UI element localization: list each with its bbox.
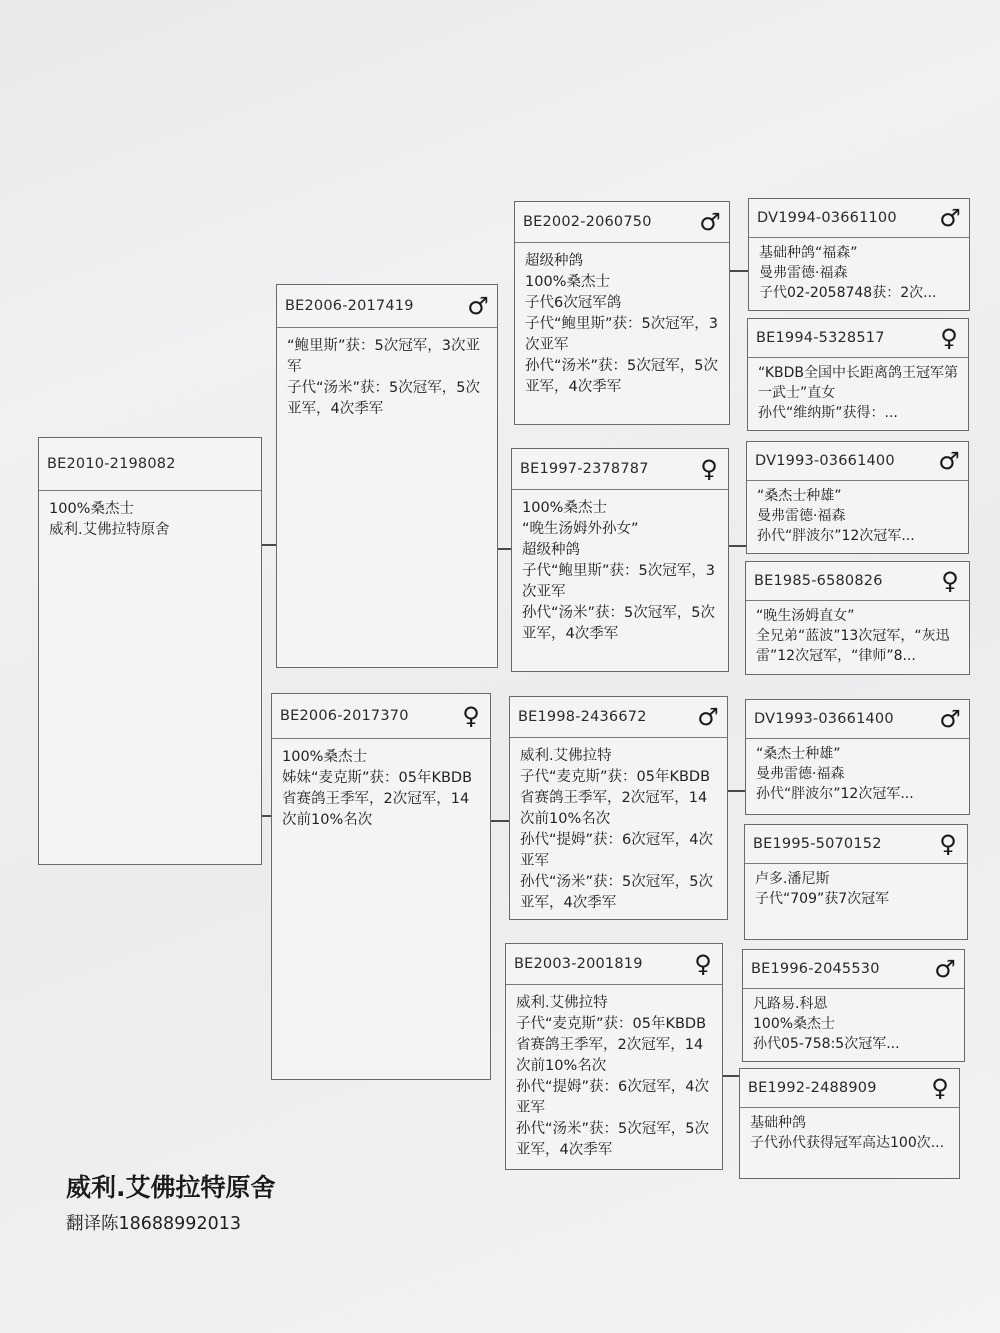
ancestor-card [747,318,969,431]
card-notes [747,481,968,546]
ring-number: BE1995-5070152 [753,836,882,852]
female-icon: ♀ [939,830,957,858]
note-line: 子代“709”获7次冠军 [755,891,890,907]
note-line: “晚生汤姆外孙女” [522,521,639,537]
note-line: 威利.艾佛拉特 [516,995,608,1011]
card-header [510,697,727,738]
ring-number: BE2010-2198082 [47,456,176,472]
translator-contact: 翻译陈18688992013 [66,1214,241,1234]
note-line: 基础种鸽“福森” [759,245,858,261]
female-icon: ♀ [931,1074,949,1102]
card-header [748,319,968,358]
note-line: 凡路易.科恩 [753,996,828,1012]
card-notes [749,238,969,303]
dam-header [272,694,490,739]
ring-number: BE2003-2001819 [514,956,643,972]
card-header [747,442,968,481]
card-notes [746,739,969,804]
ancestor-card [744,824,968,940]
female-icon: ♀ [700,455,718,483]
card-header [740,1069,959,1108]
note-line: 曼弗雷德·福森 [759,265,848,281]
note-line: 100%桑杰士 [282,749,367,765]
subject-header [39,438,261,491]
note-line: 姊妹“麦克斯”获：05年KBDB省赛鸽王季军，2次冠军，14次前10%名次 [282,770,473,828]
card-notes [515,243,729,398]
card-notes [746,601,969,666]
note-line: 子代“麦克斯”获：05年KBDB省赛鸽王季军，2次冠军，14次前10%名次 [520,769,711,827]
note-line: 子代“麦克斯”获：05年KBDB省赛鸽王季军，2次冠军，14次前10%名次 [516,1016,707,1074]
note-line: 基础种鸽 [750,1115,806,1131]
loft-title: 威利.艾佛拉特原舍 [66,1173,276,1202]
card-notes [506,985,722,1161]
card-notes [743,989,964,1054]
connector-gen2-a [728,270,748,272]
note-line: 孙代“胖波尔”12次冠军... [756,786,914,802]
note-line: 超级种鸽 [522,542,580,558]
note-line: “晚生汤姆直女” [756,608,855,624]
ring-number: BE1997-2378787 [520,461,649,477]
card-notes [740,1108,959,1153]
ring-number: BE2006-2017419 [285,298,414,314]
note-line: 100%桑杰士 [753,1016,836,1032]
male-icon: ♂ [939,705,961,733]
note-line: 子代6次冠军鸽 [525,295,622,311]
note-line: 子代“汤米”获：5次冠军，5次亚军，4次季军 [287,380,480,417]
connector-dam [490,820,510,822]
female-icon: ♀ [941,567,959,595]
note-line: “桑杰士种雄” [756,746,841,762]
card-header [512,449,728,490]
ring-number: BE1996-2045530 [751,961,880,977]
ancestor-card [746,441,969,554]
ring-number: BE1992-2488909 [748,1080,877,1096]
note-line: 孙代“提姆”获：6次冠军，4次亚军 [520,832,713,869]
female-icon: ♀ [940,324,958,352]
note-line: 子代“鲍里斯”获：5次冠军，3次亚军 [525,316,718,353]
note-line: 卢多.潘尼斯 [755,871,830,887]
note-line: 孙代“提姆”获：6次冠军，4次亚军 [516,1079,709,1116]
card-header [743,950,964,989]
ancestor-card [748,198,970,311]
sire-card [276,284,498,668]
ancestor-card [745,561,970,675]
dam-card [271,693,491,1080]
note-line: 子代02-2058748获：2次... [759,285,937,301]
note-line: 威利.艾佛拉特原舍 [49,522,170,538]
note-line: 超级种鸽 [525,253,583,269]
note-line: 孙代“汤米”获：5次冠军，5次亚军，4次季军 [522,605,715,642]
note-line: 100%桑杰士 [522,500,607,516]
ring-number: BE2006-2017370 [280,708,409,724]
card-header [515,202,729,243]
card-notes [745,864,967,909]
male-icon: ♂ [934,955,956,983]
card-header [506,944,722,985]
note-line: 孙代05-758:5次冠军... [753,1036,900,1052]
subject-notes [39,491,261,541]
note-line: “KBDB全国中长距离鸽王冠军第一武士”直女 [758,365,958,401]
granddam-paternal-card [511,448,729,672]
male-icon: ♂ [699,208,721,236]
grandsire-maternal-card [509,696,728,920]
male-icon: ♂ [467,292,489,320]
ring-number: BE1994-5328517 [756,330,885,346]
sire-header [277,285,497,328]
card-notes [748,358,968,423]
card-notes [510,738,727,914]
note-line: 曼弗雷德·福森 [757,508,846,524]
note-line: 孙代“维纳斯”获得：... [758,405,898,421]
note-line: 全兄弟“蓝波”13次冠军，“灰迅雷”12次冠军，“律师”8... [756,628,950,664]
ring-number: DV1994-03661100 [757,210,897,226]
note-line: 孙代“汤米”获：5次冠军，5次亚军，4次季军 [516,1121,709,1158]
male-icon: ♂ [697,703,719,731]
ancestor-card [739,1068,960,1179]
dam-notes [272,739,490,831]
card-header [746,700,969,739]
female-icon: ♀ [694,950,712,978]
ring-number: BE2002-2060750 [523,214,652,230]
card-header [745,825,967,864]
ring-number: DV1993-03661400 [754,711,894,727]
card-header [746,562,969,601]
note-line: 孙代“汤米”获：5次冠军，5次亚军，4次季军 [520,874,713,911]
ring-number: DV1993-03661400 [755,453,895,469]
grandsire-paternal-card [514,201,730,425]
note-line: 100%桑杰士 [525,274,610,290]
ring-number: BE1998-2436672 [518,709,647,725]
note-line: “桑杰士种雄” [757,488,842,504]
male-icon: ♂ [938,447,960,475]
male-icon: ♂ [939,204,961,232]
note-line: 曼弗雷德·福森 [756,766,845,782]
ancestor-card [745,699,970,815]
sire-notes [277,328,497,420]
note-line: 子代“鲍里斯”获：5次冠军，3次亚军 [522,563,715,600]
connector-gen2-c [725,790,747,792]
ring-number: BE1985-6580826 [754,573,883,589]
note-line: 孙代“胖波尔”12次冠军... [757,528,915,544]
granddam-maternal-card [505,943,723,1170]
note-line: 子代孙代获得冠军高达100次... [750,1135,945,1151]
card-header [749,199,969,238]
note-line: “鲍里斯”获：5次冠军，3次亚军 [287,338,480,375]
connector-gen2-b [727,545,747,547]
ancestor-card [742,949,965,1062]
note-line: 孙代“汤米”获：5次冠军，5次亚军，4次季军 [525,358,718,395]
female-icon: ♀ [462,702,480,730]
note-line: 100%桑杰士 [49,501,134,517]
card-notes [512,490,728,645]
note-line: 威利.艾佛拉特 [520,748,612,764]
subject-card [38,437,262,865]
